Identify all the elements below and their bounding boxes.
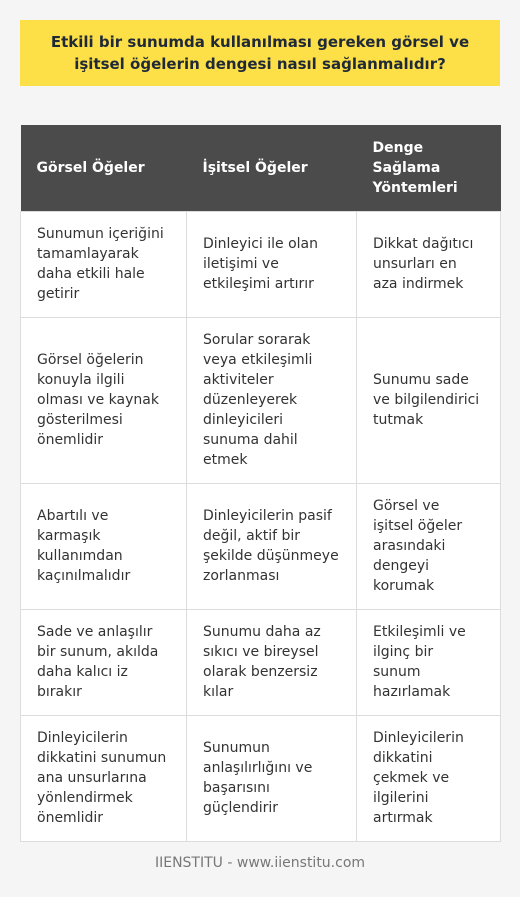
table-cell: Etkileşimli ve ilginç bir sunum hazırlamak bbox=[357, 609, 501, 715]
table-row bbox=[21, 317, 501, 483]
table-cell: Dinleyicilerin dikkatini sunumun ana unsurlarına yönlendirmek önemlidir bbox=[21, 715, 187, 841]
table-cell: Sunumu sade ve bilgilendirici tutmak bbox=[357, 317, 501, 483]
table-cell: Dinleyicilerin pasif değil, aktif bir şekilde düşünmeye zorlanması bbox=[187, 483, 357, 609]
table-row bbox=[21, 483, 501, 609]
header-denge: Denge Sağlama Yöntemleri bbox=[357, 125, 501, 211]
page-title: Etkili bir sunumda kullanılması gereken görsel ve işitsel öğelerin dengesi nasıl sağlanmalıdır? bbox=[50, 33, 470, 73]
table-cell: Dinleyici ile olan iletişimi ve etkileşimi artırır bbox=[187, 211, 357, 317]
table-cell: Dikkat dağıtıcı unsurları en aza indirmek bbox=[357, 211, 501, 317]
table-cell: Sade ve anlaşılır bir sunum, akılda daha kalıcı iz bırakır bbox=[21, 609, 187, 715]
table-row bbox=[21, 715, 501, 841]
table-row bbox=[21, 211, 501, 317]
title-banner bbox=[20, 20, 500, 86]
footer-credit: IIENSTITU - www.iienstitu.com bbox=[154, 855, 366, 871]
header-gorsel: Görsel Öğeler bbox=[21, 125, 187, 211]
table-cell: Sunumu daha az sıkıcı ve bireysel olarak benzersiz kılar bbox=[187, 609, 357, 715]
comparison-table bbox=[20, 125, 501, 842]
table-header-row bbox=[21, 125, 501, 211]
table-cell: Dinleyicilerin dikkatini çekmek ve ilgilerini artırmak bbox=[357, 715, 501, 841]
table-cell: Sunumun içeriğini tamamlayarak daha etkili hale getirir bbox=[21, 211, 187, 317]
table-cell: Görsel öğelerin konuyla ilgili olması ve kaynak gösterilmesi önemlidir bbox=[21, 317, 187, 483]
table-cell: Abartılı ve karmaşık kullanımdan kaçınılmalıdır bbox=[21, 483, 187, 609]
table-cell: Görsel ve işitsel öğeler arasındaki dengeyi korumak bbox=[357, 483, 501, 609]
table-cell: Sorular sorarak veya etkileşimli aktiviteler düzenleyerek dinleyicileri sunuma dahil etmek bbox=[187, 317, 357, 483]
table-cell: Sunumun anlaşılırlığını ve başarısını güçlendirir bbox=[187, 715, 357, 841]
header-isitsel: İşitsel Öğeler bbox=[187, 125, 357, 211]
table-row bbox=[21, 609, 501, 715]
